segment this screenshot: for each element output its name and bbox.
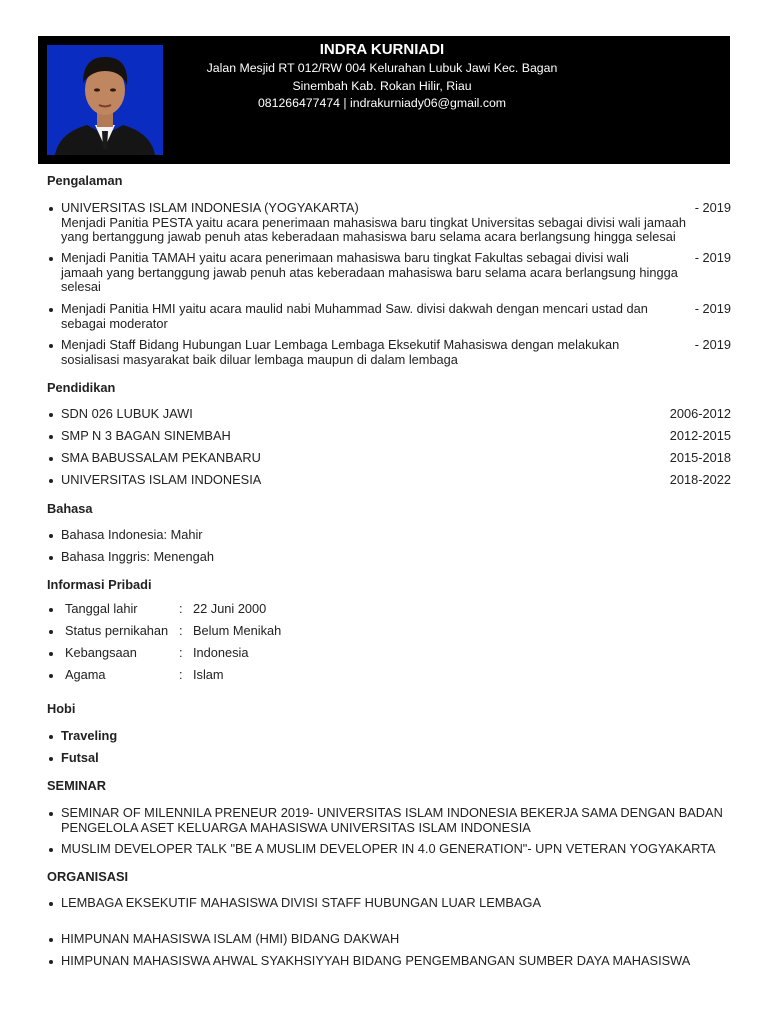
full-name: INDRA KURNIADI (319, 41, 445, 58)
address-line-2: Sinembah Kab. Rokan Hilir, Riau (292, 78, 472, 93)
experience-line: sebagai moderator (61, 315, 168, 331)
section-title-pengalaman: Pengalaman (47, 173, 123, 188)
education-school: UNIVERSITAS ISLAM INDONESIA (61, 472, 262, 487)
section-title-pendidikan: Pendidikan (47, 380, 116, 395)
profile-photo (47, 45, 163, 155)
experience-year: - 2019 (694, 337, 731, 352)
experience-text (61, 201, 686, 245)
section-title-seminar: SEMINAR (47, 778, 107, 793)
education-school: SDN 026 LUBUK JAWI (61, 406, 193, 421)
hobby-text: Traveling (61, 728, 118, 743)
education-school: SMA BABUSSALAM PEKANBARU (61, 450, 261, 465)
education-school: SMP N 3 BAGAN SINEMBAH (61, 428, 231, 443)
seminar-line: PENGELOLA ASET KELUARGA MAHASISWA UNIVERSITAS ISLAM INDONESIA (61, 819, 531, 835)
info-separator: : (179, 623, 183, 638)
experience-year: - 2019 (694, 250, 731, 265)
education-years: 2015-2018 (669, 450, 731, 465)
info-value: 22 Juni 2000 (193, 601, 267, 616)
education-years: 2012-2015 (669, 428, 731, 443)
address-line-1: Jalan Mesjid RT 012/RW 004 Kelurahan Lubuk Jawi Kec. Bagan (206, 61, 558, 75)
contact-line: 081266477474 | indrakurniady06@gmail.com (257, 96, 507, 110)
seminar-text (61, 806, 723, 835)
experience-line: Menjadi Staff Bidang Hubungan Luar Lembaga Lembaga Eksekutif Mahasiswa dengan melakukan (61, 337, 620, 352)
info-value: Indonesia (193, 645, 249, 660)
section-title-bahasa: Bahasa (47, 501, 93, 516)
section-title-hobi: Hobi (47, 701, 76, 716)
experience-text (61, 338, 619, 367)
info-value: Islam (193, 667, 224, 682)
education-years: 2006-2012 (669, 406, 731, 421)
experience-line: Menjadi Panitia PESTA yaitu acara penerimaan mahasiswa baru tingkat Universitas sebagai divisi wali jamaah (61, 214, 686, 230)
language-text: Bahasa Indonesia: Mahir (61, 527, 203, 542)
experience-line: UNIVERSITAS ISLAM INDONESIA (YOGYAKARTA) (61, 200, 359, 215)
experience-line: selesai (61, 279, 101, 295)
language-text: Bahasa Inggris: Menengah (61, 549, 214, 564)
info-separator: : (179, 667, 183, 682)
education-years: 2018-2022 (669, 472, 731, 487)
info-label: Status pernikahan (65, 623, 169, 638)
header-info (168, 36, 596, 113)
info-label: Kebangsaan (65, 645, 137, 660)
experience-year: - 2019 (694, 301, 731, 316)
organization-text: HIMPUNAN MAHASISWA ISLAM (HMI) BIDANG DAKWAH (61, 931, 400, 946)
experience-line: Menjadi Panitia HMI yaitu acara maulid nabi Muhammad Saw. divisi dakwah dengan mencari ustad dan (61, 301, 648, 316)
header-banner (38, 36, 730, 164)
experience-line: Menjadi Panitia TAMAH yaitu acara penerimaan mahasiswa baru tingkat Fakultas sebagai divisi wali (61, 250, 629, 265)
info-value: Belum Menikah (193, 623, 282, 638)
info-label: Agama (65, 667, 106, 682)
organization-text: LEMBAGA EKSEKUTIF MAHASISWA DIVISI STAFF HUBUNGAN LUAR LEMBAGA (61, 895, 541, 910)
experience-year: - 2019 (694, 200, 731, 215)
experience-line: jamaah yang bertanggung jawab penuh atas keberadaan mahasiswa baru selama acara berlangsung hingga (61, 264, 678, 280)
experience-line: sosialisasi masyarakat baik diluar lembaga maupun di dalam lembaga (61, 351, 458, 367)
experience-line: yang bertanggung jawab penuh atas keberadaan mahasiswa baru selama acara berlangsung hingga selesai (61, 229, 676, 245)
seminar-line: SEMINAR OF MILENNILA PRENEUR 2019- UNIVERSITAS ISLAM INDONESIA BEKERJA SAMA DENGAN BADAN (61, 805, 723, 820)
info-separator: : (179, 601, 183, 616)
seminar-line: MUSLIM DEVELOPER TALK "BE A MUSLIM DEVELOPER IN 4.0 GENERATION"- UPN VETERAN YOGYAKARTA (61, 841, 716, 856)
hobby-text: Futsal (61, 750, 99, 765)
organization-text: HIMPUNAN MAHASISWA AHWAL SYAKHSIYYAH BIDANG PENGEMBANGAN SUMBER DAYA MAHASISWA (61, 953, 691, 968)
seminar-text (61, 842, 716, 857)
info-separator: : (179, 645, 183, 660)
experience-text (61, 251, 678, 295)
info-label: Tanggal lahir (65, 601, 138, 616)
section-title-informasi-pribadi: Informasi Pribadi (47, 577, 152, 592)
experience-text (61, 302, 648, 331)
section-title-organisasi: ORGANISASI (47, 869, 129, 884)
